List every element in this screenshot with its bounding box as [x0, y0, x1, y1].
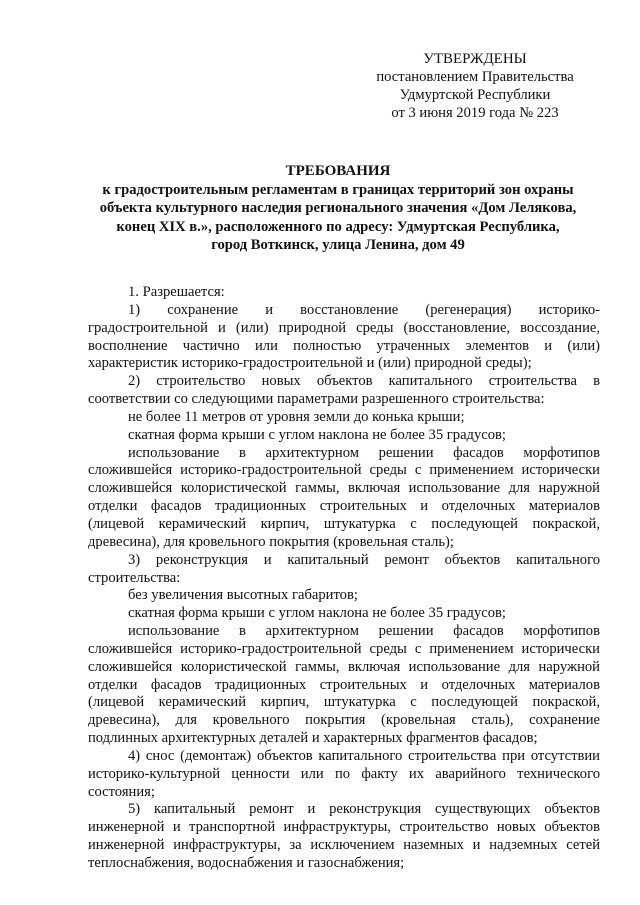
body-line: отделки фасадов традиционных строительных и отделочных материалов [88, 676, 600, 693]
body-line: историко-культурной ценности или по факту их аварийного технического [88, 765, 600, 782]
document-body [88, 284, 600, 873]
body-line: 5) капитальный ремонт и реконструкция существующих объектов [128, 801, 600, 818]
body-line: не более 11 метров от уровня земли до конька крыши; [128, 408, 465, 425]
body-line: строительства: [88, 569, 181, 586]
body-line: использование в архитектурном решении фасадов морфотипов [128, 623, 600, 640]
title-line: конец XIX в.», расположенного по адресу: Удмуртская Республика, [116, 218, 560, 235]
body-line: 2) строительство новых объектов капитального строительства в [128, 373, 600, 390]
approval-line: постановлением Правительства [376, 69, 574, 85]
body-line: без увеличения высотных габаритов; [128, 587, 358, 604]
body-line: инженерной и транспортной инфраструктуры, строительство новых объектов [88, 819, 600, 836]
body-line: древесина), для кровельного покрытия (кровельная сталь), сохранение [88, 712, 600, 729]
body-line: 1) сохранение и восстановление (регенерация) историко- [128, 301, 600, 318]
title-heading: ТРЕБОВАНИЯ [285, 163, 391, 179]
body-line: 1. Разрешается: [128, 284, 225, 300]
body-line: подлинных архитектурных деталей и характерных фрагментов фасадов; [88, 730, 538, 747]
body-line: отделки фасадов традиционных строительных и отделочных материалов [88, 498, 600, 515]
approval-stamp [360, 50, 590, 122]
body-line: сложившейся историко-градостроительной среды с применением исторически [88, 462, 600, 479]
body-line: скатная форма крыши с углом наклона не более 35 градусов; [128, 605, 506, 622]
title-line: объекта культурного наследия регионального значения «Дом Лелякова, [99, 200, 577, 217]
body-line: (лицевой керамический кирпич, штукатурка с последующей покраской, [88, 694, 600, 711]
body-line: состояния; [88, 783, 155, 800]
body-line: градостроительной и (или) природной среды (восстановление, воссоздание, [88, 319, 600, 336]
body-line: инженерной инфраструктуры, за исключением наземных и надземных сетей [88, 837, 600, 854]
body-line: сложившейся колористической гаммы, включая использование для наружной [88, 480, 600, 497]
approval-heading: УТВЕРЖДЕНЫ [423, 51, 527, 67]
title-line: город Воткинск, улица Ленина, дом 49 [211, 237, 465, 254]
body-line: 4) снос (демонтаж) объектов капитального строительства при отсутствии [128, 747, 600, 764]
body-line: сложившейся историко-градостроительной среды с применением исторически [88, 640, 600, 657]
body-line: теплоснабжения, водоснабжения и газоснабжения; [88, 855, 405, 871]
document-title [88, 162, 588, 255]
body-line: (лицевой керамический кирпич, штукатурка с последующей покраской, [88, 515, 600, 532]
body-line: соответствии со следующими параметрами разрешенного строительства: [88, 391, 545, 408]
body-line: сложившейся колористической гаммы, включая использование для наружной [88, 658, 600, 675]
body-line: скатная форма крыши с углом наклона не более 35 градусов; [128, 426, 506, 443]
body-line: 3) реконструкция и капитальный ремонт объектов капитального [128, 551, 600, 568]
body-line: использование в архитектурном решении фасадов морфотипов [128, 444, 600, 461]
body-line: древесина), для кровельного покрытия (кровельная сталь); [88, 533, 454, 550]
approval-line: от 3 июня 2019 года № 223 [391, 105, 559, 121]
title-line: к градостроительным регламентам в границах территорий зон охраны [102, 181, 574, 198]
approval-line: Удмуртской Республики [399, 87, 551, 103]
body-line: характеристик историко-градостроительной и (или) природной среды); [88, 355, 532, 372]
body-line: восполнение частично или полностью утраченных элементов и (или) [88, 337, 600, 354]
